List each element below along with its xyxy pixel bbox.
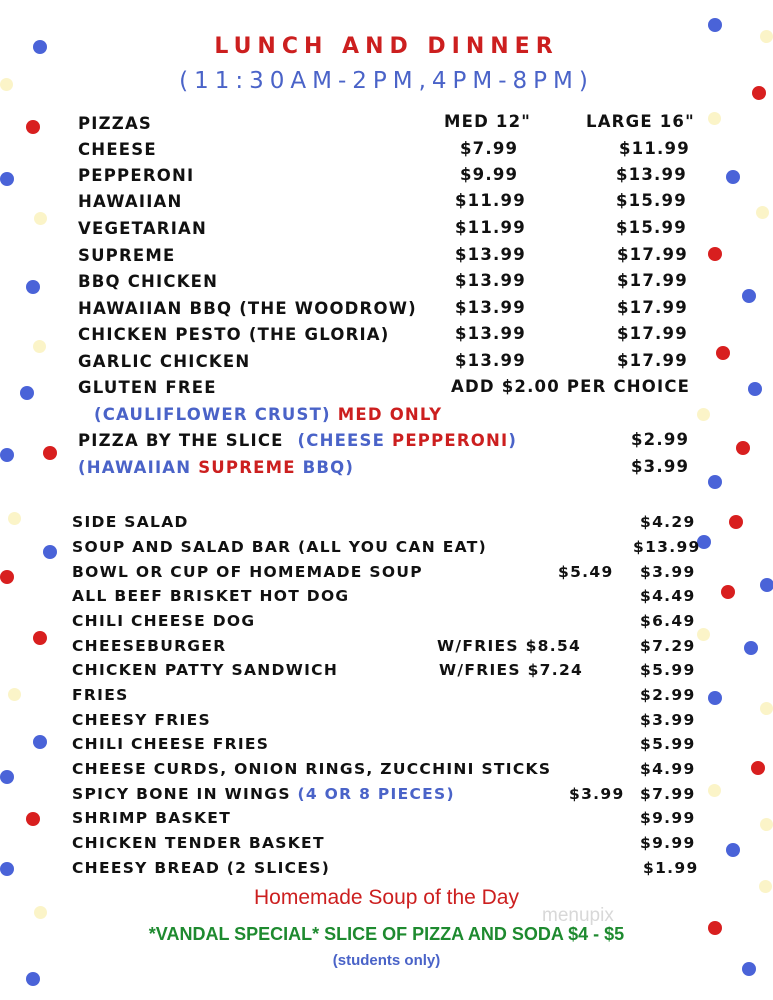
confetti-dot xyxy=(20,386,34,400)
pizza-name: CHEESE xyxy=(78,140,157,159)
side-price: $4.29 xyxy=(640,513,696,531)
gluten-free-price: ADD $2.00 PER CHOICE xyxy=(451,377,691,396)
pizza-large-price: $17.99 xyxy=(617,324,688,343)
side-name: BOWL OR CUP OF HOMEMADE SOUP xyxy=(72,563,423,581)
side-price: $1.99 xyxy=(643,859,699,877)
pizza-med-price: $11.99 xyxy=(455,218,526,237)
side-name: SHRIMP BASKET xyxy=(72,809,232,827)
confetti-dot xyxy=(0,448,14,462)
side-price: $5.99 xyxy=(640,735,696,753)
confetti-dot xyxy=(708,784,721,797)
side-name: CHICKEN TENDER BASKET xyxy=(72,834,325,852)
pizza-large-price: $11.99 xyxy=(619,139,690,158)
gluten-free-name: GLUTEN FREE xyxy=(78,378,217,397)
pizza-large-price: $17.99 xyxy=(617,245,688,264)
side-alt-price: W/FRIES $8.54 xyxy=(437,637,582,655)
confetti-dot xyxy=(697,628,710,641)
confetti-dot xyxy=(8,688,21,701)
side-price: $6.49 xyxy=(640,612,696,630)
pizza-med-price: $13.99 xyxy=(455,351,526,370)
wings-note: (4 OR 8 PIECES) xyxy=(297,785,455,803)
confetti-dot xyxy=(756,206,769,219)
confetti-dot xyxy=(26,280,40,294)
pizza-med-price: $13.99 xyxy=(455,298,526,317)
pizza-med-price: $9.99 xyxy=(460,165,519,184)
side-name: CHILI CHEESE DOG xyxy=(72,612,256,630)
slice-row xyxy=(78,431,517,450)
pizza-med-price: $13.99 xyxy=(455,271,526,290)
confetti-dot xyxy=(726,843,740,857)
side-price: $4.49 xyxy=(640,587,696,605)
watermark-logo: menupix xyxy=(542,905,614,926)
pizza-name: CHICKEN PESTO (THE GLORIA) xyxy=(78,325,390,344)
confetti-dot xyxy=(43,545,57,559)
pizza-large-price: $17.99 xyxy=(617,271,688,290)
confetti-dot xyxy=(721,585,735,599)
slice-price: $2.99 xyxy=(631,430,690,449)
confetti-dot xyxy=(742,289,756,303)
side-name: SOUP AND SALAD BAR (ALL YOU CAN EAT) xyxy=(72,538,487,556)
pizza-col-large: LARGE 16" xyxy=(586,112,695,131)
students-only-note: (students only) xyxy=(332,952,441,969)
confetti-dot xyxy=(33,735,47,749)
confetti-dot xyxy=(0,172,14,186)
confetti-dot xyxy=(34,212,47,225)
slice-bbq: BBQ) xyxy=(302,458,355,477)
slice-hawaiian: (HAWAIIAN xyxy=(78,458,192,477)
pizza-med-price: $7.99 xyxy=(460,139,519,158)
med-only-text: MED ONLY xyxy=(337,405,443,424)
confetti-dot xyxy=(760,818,773,831)
confetti-dot xyxy=(0,862,14,876)
pizza-col-med: MED 12" xyxy=(444,112,532,131)
confetti-dot xyxy=(744,641,758,655)
pizza-name: HAWAIIAN BBQ (THE WOODROW) xyxy=(78,299,417,318)
confetti-dot xyxy=(33,631,47,645)
confetti-dot xyxy=(0,770,14,784)
confetti-dot xyxy=(708,475,722,489)
wings-row xyxy=(72,785,455,803)
pizza-heading: PIZZAS xyxy=(78,114,153,133)
side-name: SPICY BONE IN WINGS xyxy=(72,785,291,803)
soup-of-the-day: Homemade Soup of the Day xyxy=(254,886,519,909)
pizza-med-price: $13.99 xyxy=(455,245,526,264)
pizza-large-price: $17.99 xyxy=(617,298,688,317)
side-name: CHEESY BREAD (2 SLICES) xyxy=(72,859,331,877)
side-price: $5.99 xyxy=(640,661,696,679)
side-alt-price: $3.99 xyxy=(569,785,625,803)
side-name: ALL BEEF BRISKET HOT DOG xyxy=(72,587,350,605)
confetti-dot xyxy=(26,972,40,986)
slice-cheese: (CHEESE xyxy=(297,431,386,450)
pizza-large-price: $15.99 xyxy=(616,191,687,210)
confetti-dot xyxy=(760,702,773,715)
pizza-name: PEPPERONI xyxy=(78,166,195,185)
side-price: $3.99 xyxy=(640,711,696,729)
confetti-dot xyxy=(8,512,21,525)
side-alt-price: $5.49 xyxy=(558,563,614,581)
cauliflower-note xyxy=(94,405,442,424)
confetti-dot xyxy=(708,18,722,32)
side-price: $9.99 xyxy=(640,809,696,827)
pizza-med-price: $11.99 xyxy=(455,191,526,210)
side-price: $9.99 xyxy=(640,834,696,852)
pizza-large-price: $15.99 xyxy=(616,218,687,237)
pizza-name: SUPREME xyxy=(78,246,176,265)
confetti-dot xyxy=(26,120,40,134)
slice-name: PIZZA BY THE SLICE xyxy=(78,431,284,450)
confetti-dot xyxy=(0,570,14,584)
slice-supreme: SUPREME xyxy=(198,458,296,477)
pizza-name: HAWAIIAN xyxy=(78,192,183,211)
side-name: CHEESEBURGER xyxy=(72,637,227,655)
confetti-dot xyxy=(736,441,750,455)
menu-hours: (11:30AM-2PM,4PM-8PM) xyxy=(179,68,594,94)
confetti-dot xyxy=(751,761,765,775)
confetti-dot xyxy=(33,340,46,353)
confetti-dot xyxy=(697,408,710,421)
confetti-dot xyxy=(726,170,740,184)
pizza-large-price: $17.99 xyxy=(617,351,688,370)
side-name: CHILI CHEESE FRIES xyxy=(72,735,270,753)
confetti-dot xyxy=(708,247,722,261)
confetti-dot xyxy=(729,515,743,529)
menu-title: LUNCH AND DINNER xyxy=(214,34,559,59)
side-price: $13.99 xyxy=(633,538,701,556)
slice-row-2 xyxy=(78,458,354,477)
side-price: $4.99 xyxy=(640,760,696,778)
side-name: SIDE SALAD xyxy=(72,513,189,531)
confetti-dot xyxy=(716,346,730,360)
slice-price-2: $3.99 xyxy=(631,457,690,476)
pizza-large-price: $13.99 xyxy=(616,165,687,184)
side-price: $2.99 xyxy=(640,686,696,704)
side-name: CHEESE CURDS, ONION RINGS, ZUCCHINI STICKS xyxy=(72,760,552,778)
side-name: FRIES xyxy=(72,686,129,704)
pizza-name: VEGETARIAN xyxy=(78,219,208,238)
side-price: $7.29 xyxy=(640,637,696,655)
slice-close-paren: ) xyxy=(508,431,518,450)
side-name: CHEESY FRIES xyxy=(72,711,211,729)
slice-pepperoni: PEPPERONI xyxy=(392,431,509,450)
pizza-med-price: $13.99 xyxy=(455,324,526,343)
side-price: $7.99 xyxy=(640,785,696,803)
confetti-dot xyxy=(748,382,762,396)
pizza-name: BBQ CHICKEN xyxy=(78,272,219,291)
side-price: $3.99 xyxy=(640,563,696,581)
vandal-special: *VANDAL SPECIAL* SLICE OF PIZZA AND SODA $4 - $5 xyxy=(148,924,625,944)
cauliflower-crust-text: (CAULIFLOWER CRUST) xyxy=(94,405,331,424)
pizza-name: GARLIC CHICKEN xyxy=(78,352,251,371)
side-alt-price: W/FRIES $7.24 xyxy=(439,661,584,679)
confetti-dot xyxy=(26,812,40,826)
confetti-dot xyxy=(708,112,721,125)
confetti-dot xyxy=(760,578,773,592)
confetti-dot xyxy=(708,691,722,705)
confetti-dot xyxy=(43,446,57,460)
side-name: CHICKEN PATTY SANDWICH xyxy=(72,661,339,679)
